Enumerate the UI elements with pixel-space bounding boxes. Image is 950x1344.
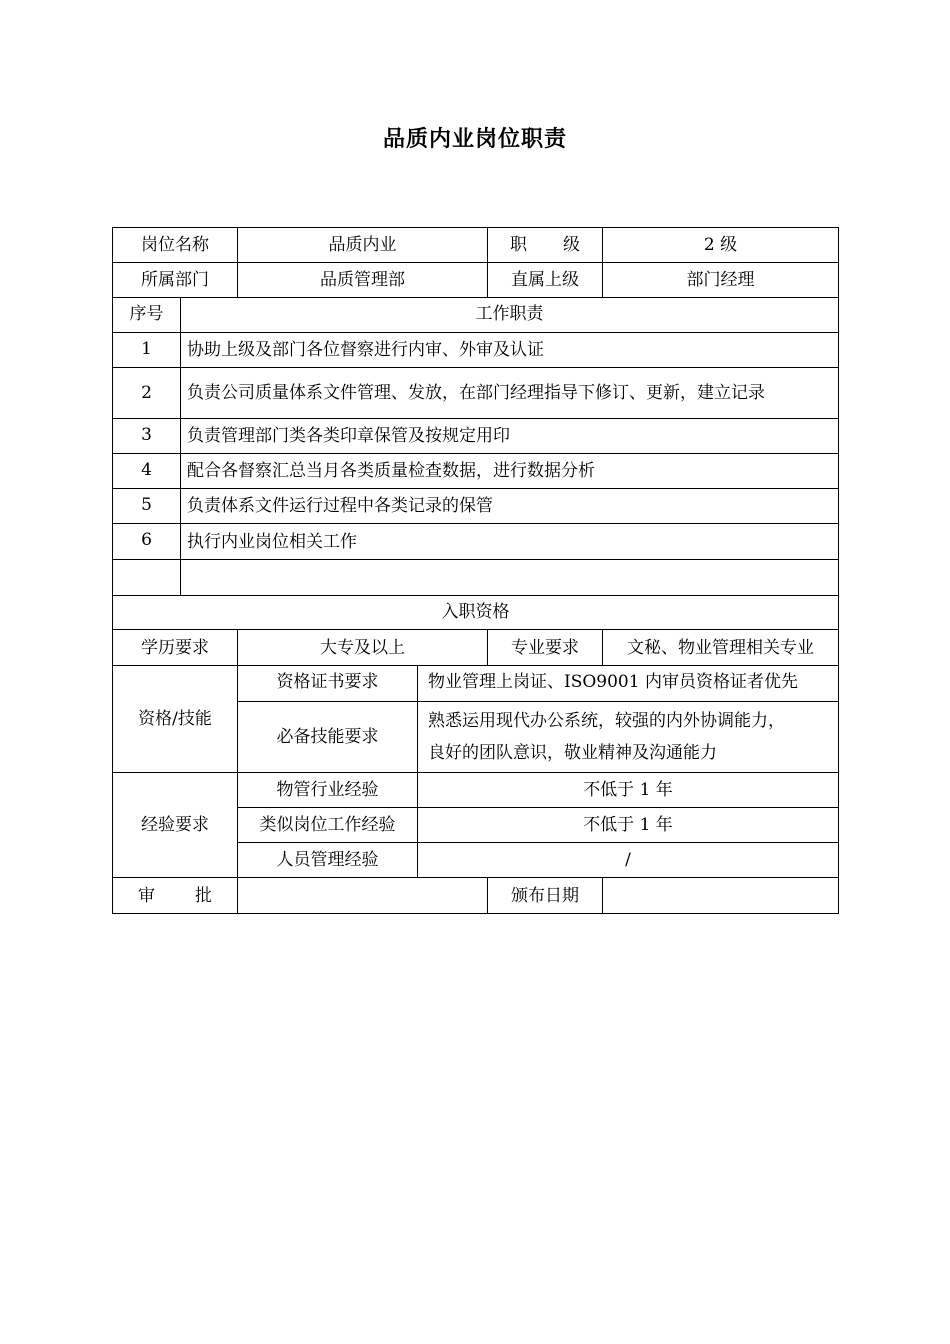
duty-no: 3	[113, 419, 181, 454]
approve-label-a: 审	[138, 885, 155, 906]
dept-row	[113, 263, 839, 298]
duty-no	[113, 560, 181, 596]
dept-label: 所属部门	[113, 263, 238, 298]
exp-value: /	[418, 843, 839, 878]
duty-text: 执行内业岗位相关工作	[181, 524, 839, 560]
seq-header: 序号	[113, 298, 181, 333]
education-value: 大专及以上	[238, 630, 488, 666]
exp-label: 物管行业经验	[238, 773, 418, 808]
job-duty-table	[112, 227, 839, 914]
duties-header: 工作职责	[181, 298, 839, 333]
duty-no: 1	[113, 333, 181, 368]
page-title: 品质内业岗位职责	[382, 127, 567, 152]
cert-row	[113, 666, 839, 702]
experience-label: 经验要求	[113, 773, 238, 878]
qualifications-header: 入职资格	[113, 596, 839, 630]
level-label-b: 级	[563, 235, 580, 255]
approve-label-b: 批	[195, 885, 212, 906]
level-label-a: 职	[510, 235, 527, 255]
duty-row	[113, 368, 839, 419]
duty-row-empty	[113, 560, 839, 596]
exp-label: 人员管理经验	[238, 843, 418, 878]
date-label: 颁布日期	[488, 878, 603, 914]
level-label	[488, 228, 603, 263]
qualifications-header-row	[113, 596, 839, 630]
post-name-value: 品质内业	[238, 228, 488, 263]
approval-row	[113, 878, 839, 914]
education-label: 学历要求	[113, 630, 238, 666]
duty-row	[113, 454, 839, 489]
exp-value: 不低于 1 年	[418, 808, 839, 843]
skill-req-label: 必备技能要求	[238, 702, 418, 773]
duty-row	[113, 489, 839, 524]
cert-value: 物业管理上岗证、ISO9001 内审员资格证者优先	[418, 666, 839, 702]
superior-value: 部门经理	[603, 263, 839, 298]
exp-value: 不低于 1 年	[418, 773, 839, 808]
date-value	[603, 878, 839, 914]
skill-req-value: 熟悉运用现代办公系统，较强的内外协调能力，良好的团队意识，敬业精神及沟通能力	[418, 702, 839, 773]
duty-no: 6	[113, 524, 181, 560]
duties-header-row	[113, 298, 839, 333]
duty-no: 5	[113, 489, 181, 524]
approve-label	[113, 878, 238, 914]
major-label: 专业要求	[488, 630, 603, 666]
duty-text: 负责公司质量体系文件管理、发放，在部门经理指导下修订、更新，建立记录	[181, 368, 839, 419]
duty-text: 负责体系文件运行过程中各类记录的保管	[181, 489, 839, 524]
duty-row	[113, 524, 839, 560]
duty-text: 协助上级及部门各位督察进行内审、外审及认证	[181, 333, 839, 368]
education-row	[113, 630, 839, 666]
duty-row	[113, 333, 839, 368]
approve-value	[238, 878, 488, 914]
superior-label: 直属上级	[488, 263, 603, 298]
exp-row	[113, 773, 839, 808]
exp-label: 类似岗位工作经验	[238, 808, 418, 843]
duty-text	[181, 560, 839, 596]
post-name-row	[113, 228, 839, 263]
skills-label: 资格/技能	[113, 666, 238, 773]
major-value: 文秘、物业管理相关专业	[603, 630, 839, 666]
post-name-label: 岗位名称	[113, 228, 238, 263]
duty-no: 2	[113, 368, 181, 419]
dept-value: 品质管理部	[238, 263, 488, 298]
cert-label: 资格证书要求	[238, 666, 418, 702]
duty-text: 配合各督察汇总当月各类质量检查数据，进行数据分析	[181, 454, 839, 489]
duty-no: 4	[113, 454, 181, 489]
level-value: 2 级	[603, 228, 839, 263]
duty-row	[113, 419, 839, 454]
duty-text: 负责管理部门类各类印章保管及按规定用印	[181, 419, 839, 454]
